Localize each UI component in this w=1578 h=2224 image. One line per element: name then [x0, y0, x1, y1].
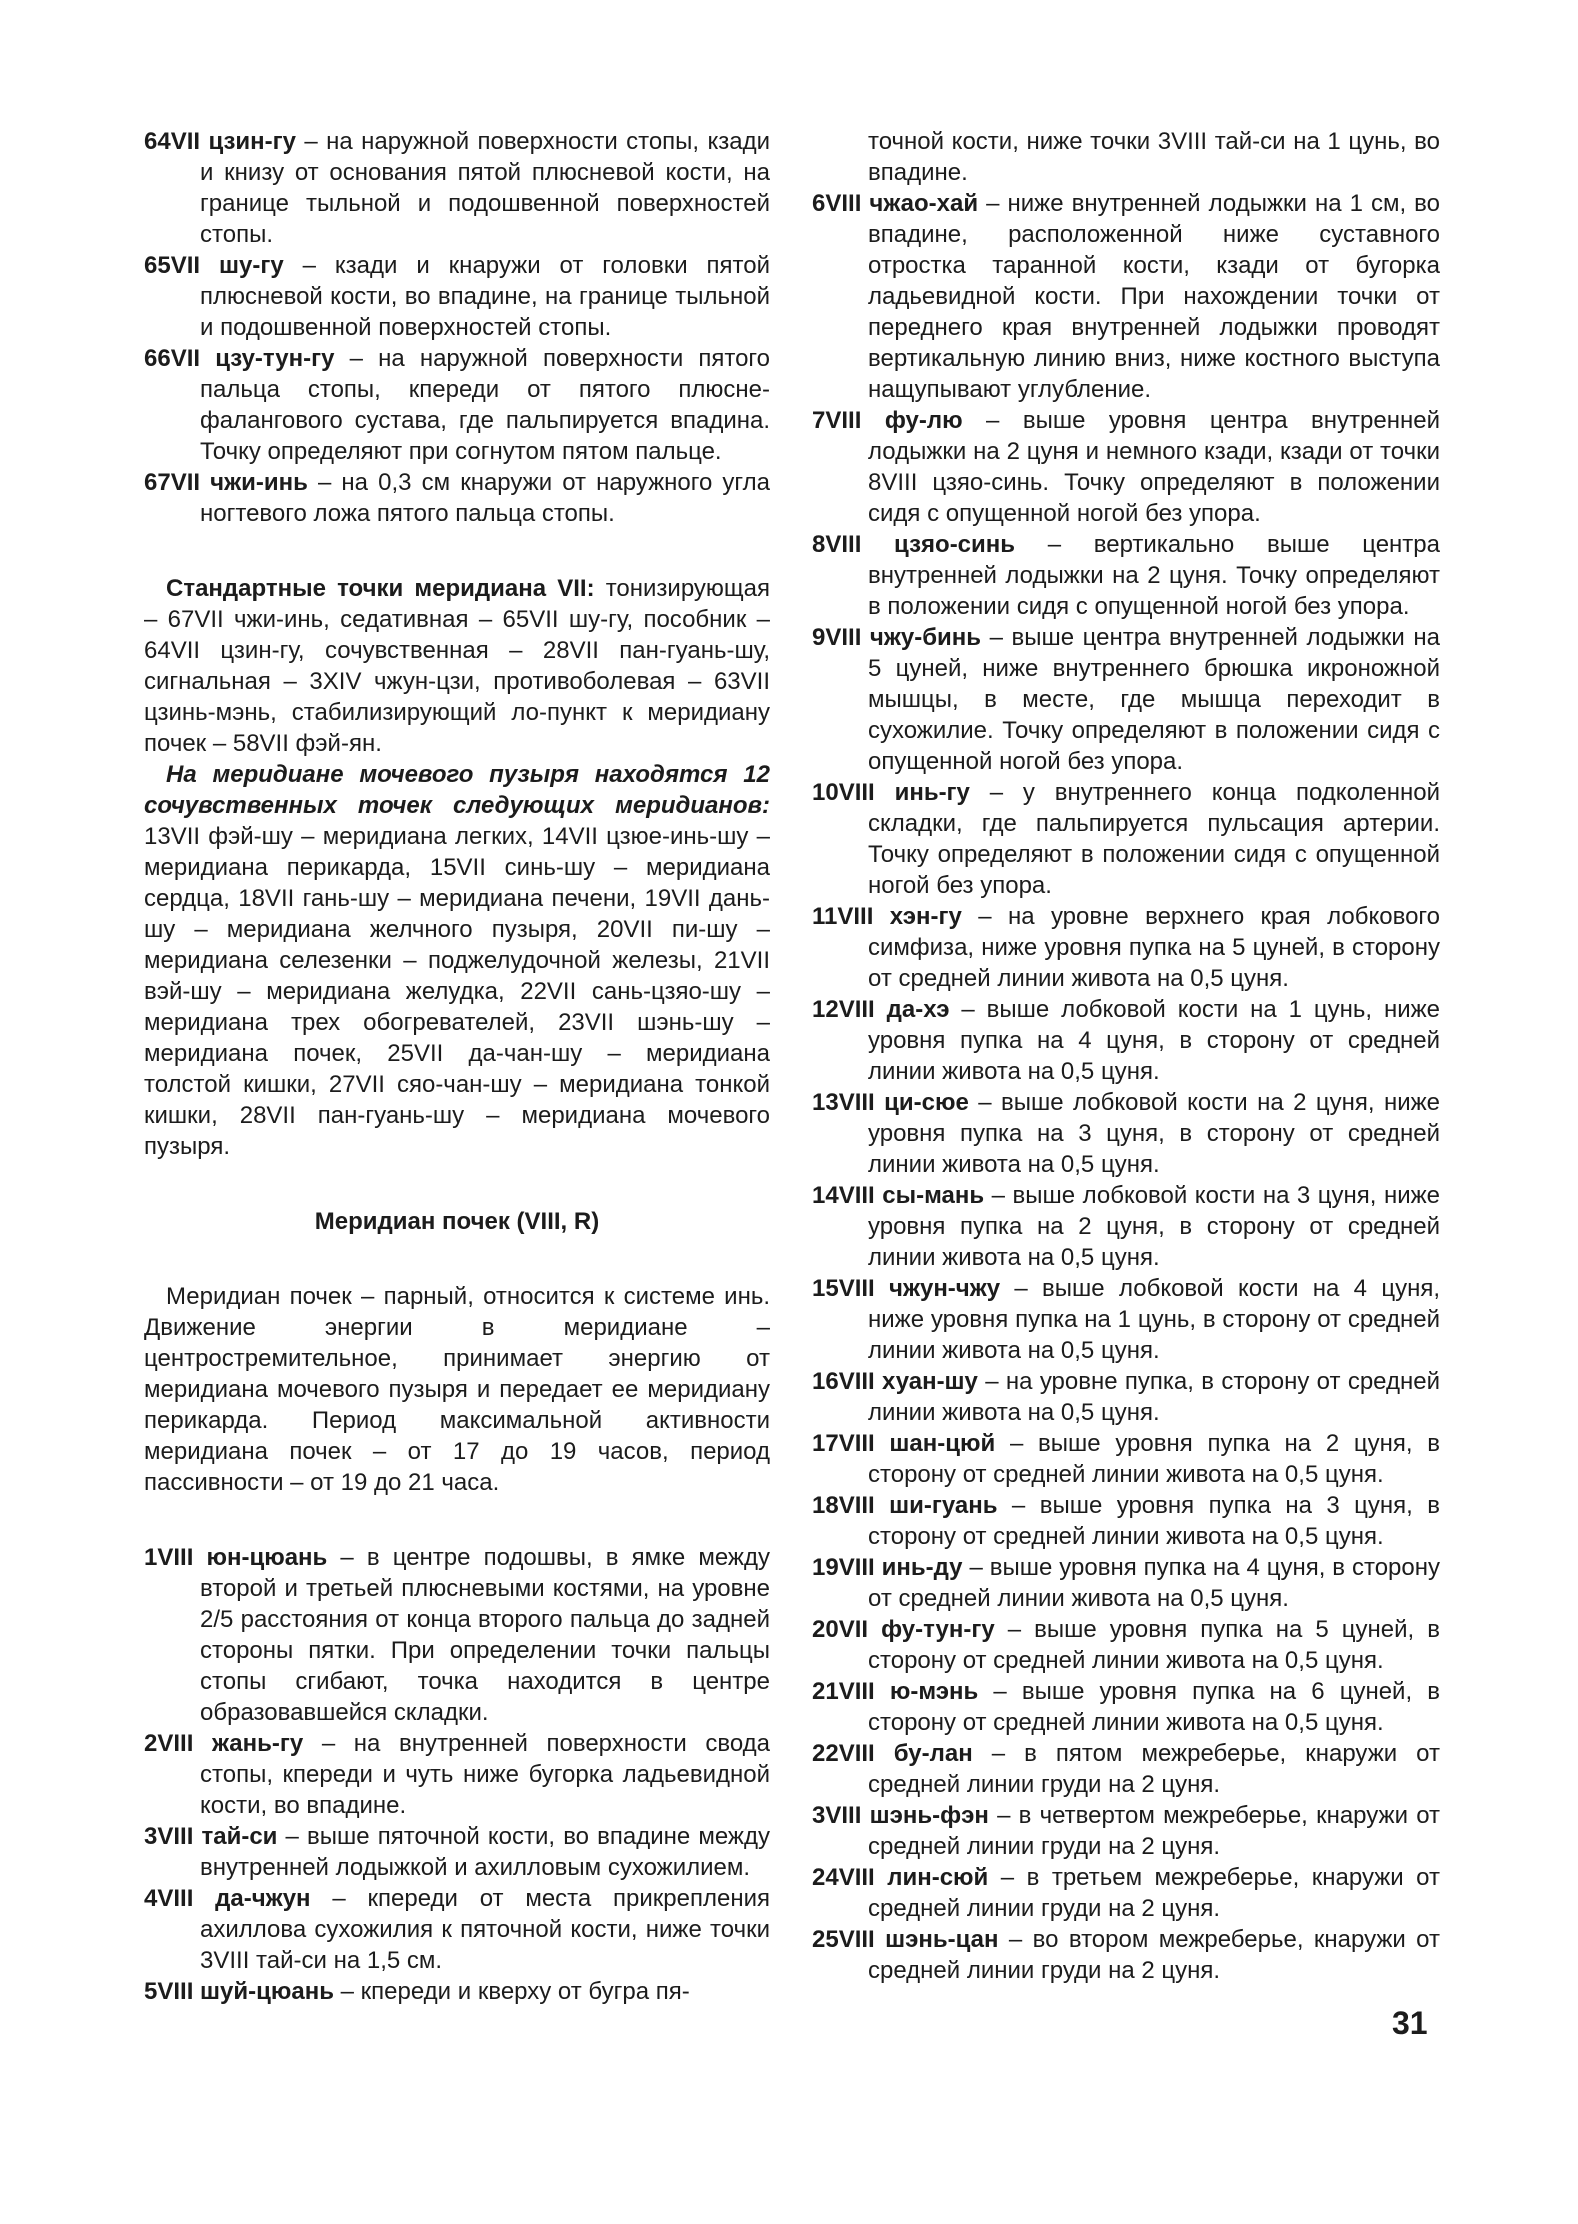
point-description: – выше лобковой кости на 3 цуня, ниже уровня пупка на 2 цуня, в сторону от средней линии живота на 0,5 цуня. — [868, 1182, 1441, 1271]
point-name: шэнь-цан — [885, 1926, 999, 1953]
point-name: шан-цюй — [889, 1430, 996, 1457]
point-name: инь-ду — [881, 1554, 963, 1581]
point-name: чжун-чжу — [889, 1275, 1001, 1302]
point-code: 24VIII — [812, 1864, 875, 1891]
point-name: шэнь-фэн — [869, 1802, 989, 1829]
point-entry — [812, 777, 1440, 901]
sympathetic-points-text: 13VII фэй-шу – меридиана легких, 14VII цзюе-инь-шу – меридиана перикарда, 15VII синь-шу – меридиана сердца, 18VII гань-шу – меридиана печени, 19VII дань-шу – меридиана желчного пузыря, 20VII пи-шу – меридиана селезенки – поджелудочной железы, 21VII вэй-шу – меридиана желудка, 22VII сань-цзяо-шу – меридиана трех обогревателей, 23VII шэнь-шу – меридиана почек, 25VII да-чан-шу – меридиана толстой кишки, 27VII сяо-чан-шу – меридиана тонкой кишки, 28VII пан-гуань-шу – меридиана мочевого пузыря. — [144, 823, 770, 1160]
point-entry — [812, 1273, 1440, 1366]
point-code: 65VII — [144, 252, 201, 279]
point-name: чжи-инь — [210, 469, 308, 496]
point-name: тай-си — [201, 1823, 278, 1850]
point-entry — [812, 1087, 1440, 1180]
point-entry — [144, 1883, 770, 1976]
point-entry — [812, 1614, 1440, 1676]
point-entry — [144, 343, 770, 467]
point-description: – вертикально выше центра внутренней лодыжки на 2 цуня. Точку определяют в положении сидя с опущенной ногой без упора. — [868, 531, 1440, 620]
point-entry — [812, 1180, 1440, 1273]
point-code: 20VII — [812, 1616, 869, 1643]
point-code: 10VIII — [812, 779, 875, 806]
page-number: 31 — [1392, 2005, 1428, 2041]
point-name: чжао-хай — [869, 190, 979, 217]
point-entry — [812, 901, 1440, 994]
point-name: хэн-гу — [889, 903, 962, 930]
point-description: – на уровне верхнего края лобкового симфиза, ниже уровня пупка на 5 цуней, в сторону от средней линии живота на 0,5 цуня. — [868, 903, 1440, 992]
point-entry — [812, 1738, 1440, 1800]
point-code: 17VIII — [812, 1430, 875, 1457]
point-name: юн-цюань — [206, 1544, 328, 1571]
point-description: – выше уровня пупка на 3 цуня, в сторону от средней линии живота на 0,5 цуня. — [868, 1492, 1440, 1550]
point-code: 8VIII — [812, 531, 862, 558]
point-code: 25VIII — [812, 1926, 875, 1953]
point-entry — [812, 994, 1440, 1087]
point-description: – во втором межреберье, кнаружи от средней линии груди на 2 цуня. — [868, 1926, 1440, 1984]
point-description: – ниже внутренней лодыжки на 1 см, во впадине, расположенной ниже суставного отростка таранной кости, кзади от бугорка ладьевидной кости. При нахождении точки от переднего края внутренней лодыжки проводят вертикальную линию вниз, ниже костного выступа нащупывают углубление. — [868, 190, 1441, 403]
point-code: 22VIII — [812, 1740, 875, 1767]
point-code: 2VIII — [144, 1730, 194, 1757]
point-description: – выше лобковой кости на 4 цуня, ниже уровня пупка на 1 цунь, в сторону от средней линии живота на 0,5 цуня. — [868, 1275, 1440, 1364]
point-description: – на уровне пупка, в сторону от средней линии живота на 0,5 цуня. — [868, 1368, 1440, 1426]
point-description: – в третьем межреберье, кнаружи от средней линии груди на 2 цуня. — [868, 1864, 1440, 1922]
point-description: – кпереди и кверху от бугра пя- — [333, 1978, 690, 2005]
point-description: – выше лобковой кости на 2 цуня, ниже уровня пупка на 3 цуня, в сторону от средней линии живота на 0,5 цуня. — [868, 1089, 1441, 1178]
point-description: – выше уровня пупка на 5 цуней, в сторону от средней линии живота на 0,5 цуня. — [868, 1616, 1440, 1674]
continuation-text: точной кости, ниже точки 3VIII тай-си на 1 цунь, во впадине. — [868, 128, 1440, 186]
point-entry — [812, 1800, 1440, 1862]
point-name: чжу-бинь — [869, 624, 982, 651]
point-entry — [144, 1821, 770, 1883]
point-name: ю-мэнь — [889, 1678, 979, 1705]
point-entry — [144, 250, 770, 343]
point-code: 5VIII — [144, 1978, 194, 2005]
point-name: жань-гу — [211, 1730, 304, 1757]
point-entry — [144, 1542, 770, 1728]
point-code: 12VIII — [812, 996, 875, 1023]
point-code: 15VIII — [812, 1275, 875, 1302]
point-description: – выше пяточной кости, во впадине между внутренней лодыжкой и ахилловым сухожилием. — [200, 1823, 770, 1881]
point-name: цзин-гу — [208, 128, 296, 155]
point-name: шуй-цюань — [200, 1978, 334, 2005]
point-code: 4VIII — [144, 1885, 194, 1912]
point-description: – выше уровня пупка на 6 цуней, в сторону от средней линии живота на 0,5 цуня. — [868, 1678, 1440, 1736]
entries-right — [812, 188, 1440, 1986]
left-column — [144, 126, 770, 2007]
point-name: лин-сюй — [887, 1864, 989, 1891]
point-name: фу-тун-гу — [881, 1616, 995, 1643]
point-code: 16VIII — [812, 1368, 875, 1395]
point-code: 18VIII — [812, 1492, 875, 1519]
point-code: 14VIII — [812, 1182, 875, 1209]
point-code: 64VII — [144, 128, 201, 155]
point-description: – в четвертом межреберье, кнаружи от средней линии груди на 2 цуня. — [868, 1802, 1441, 1860]
point-entry — [812, 529, 1440, 622]
point-description: – кпереди от места прикрепления ахиллова сухожилия к пяточной кости, ниже точки 3VIII тай-си на 1,5 см. — [200, 1885, 770, 1974]
standard-points-paragraph — [144, 573, 770, 759]
point-entry — [812, 1676, 1440, 1738]
point-description: – выше лобковой кости на 1 цунь, ниже уровня пупка на 4 цуня, в сторону от средней линии живота на 0,5 цуня. — [868, 996, 1441, 1085]
point-description: – на 0,3 см кнаружи от наружного угла ногтевого ложа пятого пальца стопы. — [200, 469, 770, 527]
point-code: 3VIII — [812, 1802, 862, 1829]
point-entry — [812, 1366, 1440, 1428]
point-entry — [812, 405, 1440, 529]
point-code: 1VIII — [144, 1544, 194, 1571]
point-description: – на внутренней поверхности свода стопы, кпереди и чуть ниже бугорка ладьевидной кости, во впадине. — [200, 1730, 770, 1819]
point-code: 19VIII — [812, 1554, 875, 1581]
point-entry — [812, 1862, 1440, 1924]
section-intro: Меридиан почек – парный, относится к системе инь. Движение энергии в меридиане – центростремительное, принимает энергию от меридиана мочевого пузыря и передает ее меридиану перикарда. Период максимальной активности меридиана почек – от 17 до 19 часов, период пассивности – от 19 до 21 часа. — [144, 1283, 770, 1496]
point-entry — [812, 1552, 1440, 1614]
standard-points-lead: Стандартные точки меридиана VII: — [166, 575, 595, 602]
point-description: – в центре подошвы, в ямке между второй и третьей плюсневыми костями, на уровне 2/5 расстояния от конца второго пальца до задней стороны пятки. При определении точки пальцы стопы сгибают, точка находится в центре образовавшейся складки. — [200, 1544, 770, 1726]
point-code: 9VIII — [812, 624, 862, 651]
point-entry — [812, 622, 1440, 777]
point-entry — [144, 126, 770, 250]
point-name: да-чжун — [215, 1885, 311, 1912]
point-name: цзяо-синь — [894, 531, 1016, 558]
point-entry — [144, 1976, 770, 2007]
section-heading: Меридиан почек (VIII, R) — [314, 1208, 600, 1235]
point-description: – на наружной поверхности стопы, кзади и книзу от основания пятой плюсневой кости, на границе тыльной и подошвенной поверхностей стопы. — [200, 128, 771, 248]
point-entry — [812, 1924, 1440, 1986]
point-entry — [812, 188, 1440, 405]
entries-top — [144, 126, 770, 529]
entries-bottom — [144, 1542, 770, 2007]
point-entry — [144, 467, 770, 529]
point-name: ши-гуань — [889, 1492, 998, 1519]
point-name: бу-лан — [893, 1740, 973, 1767]
point-description: – кзади и кнаружи от головки пятой плюсневой кости, во впадине, на границе тыльной и подошвенной поверхностей стопы. — [200, 252, 770, 341]
point-name: сы-мань — [882, 1182, 985, 1209]
point-code: 3VIII — [144, 1823, 194, 1850]
sympathetic-points-paragraph — [144, 759, 770, 1162]
point-code: 21VIII — [812, 1678, 875, 1705]
point-code: 11VIII — [812, 903, 874, 930]
point-description: – выше уровня пупка на 2 цуня, в сторону от средней линии живота на 0,5 цуня. — [868, 1430, 1440, 1488]
point-description: – выше уровня пупка на 4 цуня, в сторону от средней линии живота на 0,5 цуня. — [868, 1554, 1441, 1612]
point-description: – в пятом межреберье, кнаружи от средней линии груди на 2 цуня. — [868, 1740, 1440, 1798]
point-code: 66VII — [144, 345, 201, 372]
point-name: фу-лю — [884, 407, 963, 434]
point-name: да-хэ — [886, 996, 950, 1023]
point-code: 67VII — [144, 469, 201, 496]
point-name: инь-гу — [894, 779, 970, 806]
point-code: 7VIII — [812, 407, 862, 434]
point-code: 6VIII — [812, 190, 862, 217]
point-description: – выше центра внутренней лодыжки на 5 цуней, ниже внутреннего брюшка икроножной мышцы, в месте, где мышца переходит в сухожилие. Точку определяют в положении сидя с опущенной ногой без упора. — [868, 624, 1440, 775]
point-description: – у внутреннего конца подколенной складки, где пальпируется пульсация артерии. Точку определяют в положении сидя с опущенной ногой без упора. — [868, 779, 1441, 899]
point-code: 13VIII — [812, 1089, 875, 1116]
standard-points-text: тонизирующая – 67VII чжи-инь, седативная – 65VII шу-гу, пособник – 64VII цзин-гу, сочувственная – 28VII пан-гуань-шу, сигнальная – 3XIV чжун-цзи, противоболевая – 63VII цзинь-мэнь, стабилизирующий ло-пункт к меридиану почек – 58VII фэй-ян. — [144, 575, 770, 757]
point-entry — [812, 1490, 1440, 1552]
point-description: – выше уровня центра внутренней лодыжки на 2 цуня и немного кзади, кзади от точки 8VIII цзяо-синь. Точку определяют в положении сидя с опущенной ногой без упора. — [868, 407, 1440, 527]
point-name: ци-сюе — [884, 1089, 969, 1116]
point-description: – на наружной поверхности пятого пальца стопы, кпереди от пятого плюсне-фалангового сустава, где пальпируется впадина. Точку определяют при согнутом пятом пальце. — [200, 345, 771, 465]
right-column — [812, 126, 1440, 1986]
point-name: хуан-шу — [882, 1368, 978, 1395]
point-entry — [812, 1428, 1440, 1490]
point-entry — [144, 1728, 770, 1821]
sympathetic-points-lead: На меридиане мочевого пузыря находятся 12 сочувственных точек следующих меридианов: — [144, 761, 770, 819]
point-name: цзу-тун-гу — [215, 345, 335, 372]
point-name: шу-гу — [218, 252, 284, 279]
